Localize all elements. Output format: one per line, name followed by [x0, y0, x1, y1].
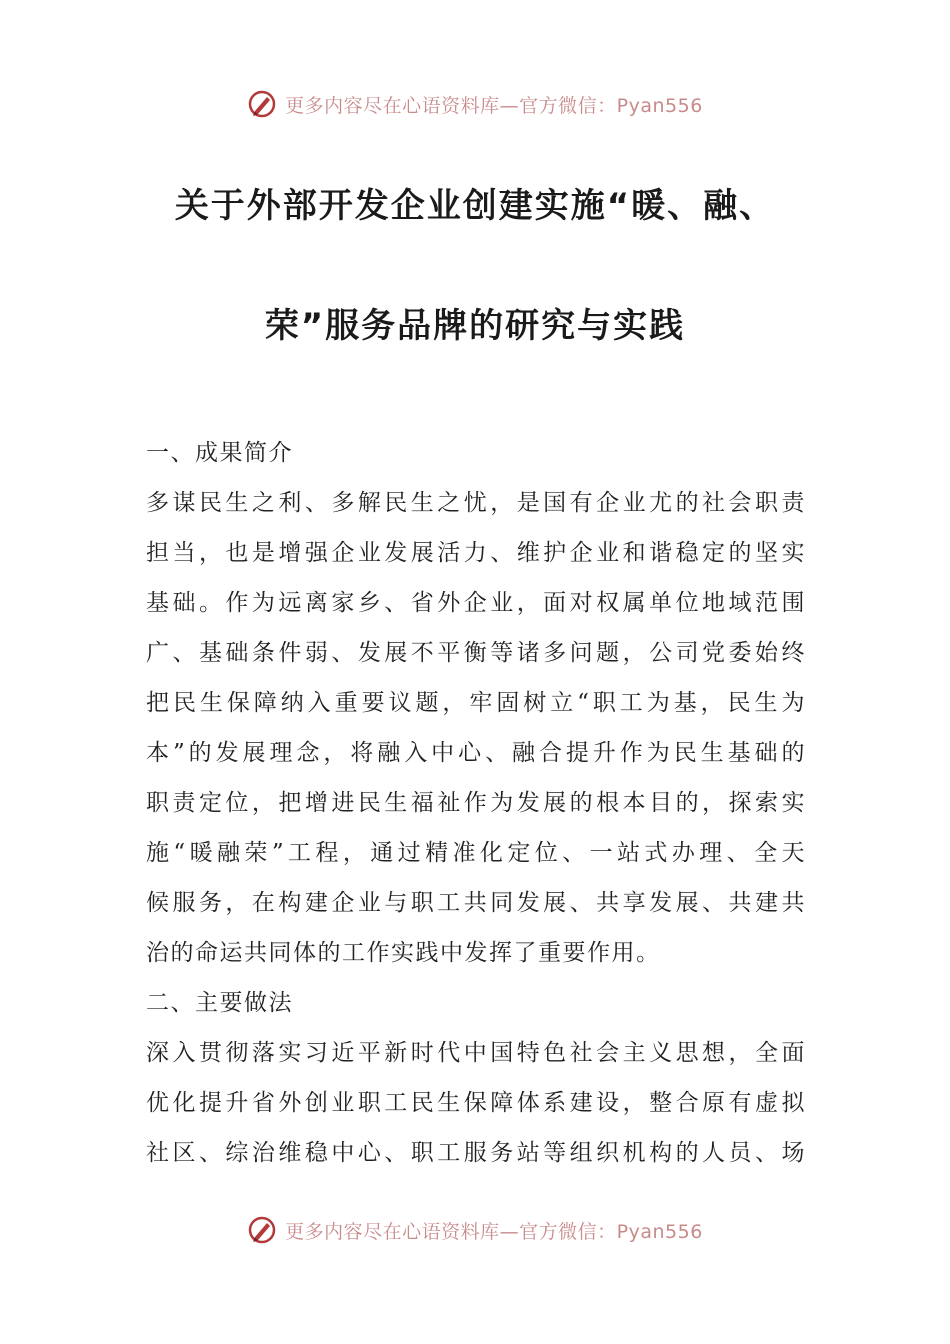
pen-logo-icon	[247, 89, 277, 119]
text-line: 治的命运共同体的工作实践中发挥了重要作用。	[146, 940, 661, 966]
text-line: 候服务，在构建企业与职工共同发展、共享发展、共建共	[146, 890, 806, 916]
text-line: 一、成果简介	[146, 440, 293, 466]
document-body	[146, 428, 806, 1178]
text-line: 担当，也是增强企业发展活力、维护企业和谐稳定的坚实	[146, 540, 806, 566]
document-title-line-1: 关于外部开发企业创建实施“暖、融、	[174, 186, 776, 226]
text-line: 职责定位，把增进民生福祉作为发展的根本目的，探索实	[146, 790, 806, 816]
text-line: 优化提升省外创业职工民生保障体系建设，整合原有虚拟	[146, 1090, 806, 1116]
text-line: 社区、综治维稳中心、职工服务站等组织机构的人员、场	[146, 1140, 806, 1166]
text-line: 广、基础条件弱、发展不平衡等诸多问题，公司党委始终	[146, 640, 806, 666]
text-line: 二、主要做法	[146, 990, 293, 1016]
document-title-line-2: 荣”服务品牌的研究与实践	[264, 306, 686, 346]
text-line: 施“暖融荣”工程，通过精准化定位、一站式办理、全天	[146, 840, 806, 866]
text-line: 本”的发展理念，将融入中心、融合提升作为民生基础的	[146, 740, 806, 766]
text-line: 把民生保障纳入重要议题，牢固树立“职工为基，民生为	[146, 690, 806, 716]
watermark-header	[0, 84, 950, 124]
watermark-text: 更多内容尽在心语资料库—官方微信：Pyan556	[285, 94, 703, 117]
text-line: 基础。作为远离家乡、省外企业，面对权属单位地域范围	[146, 590, 806, 616]
pen-logo-icon	[247, 1215, 277, 1245]
text-line: 深入贯彻落实习近平新时代中国特色社会主义思想，全面	[146, 1040, 806, 1066]
watermark-text: 更多内容尽在心语资料库—官方微信：Pyan556	[285, 1220, 703, 1243]
text-line: 多谋民生之利、多解民生之忧，是国有企业尤的社会职责	[146, 490, 806, 516]
watermark-footer	[0, 1210, 950, 1250]
